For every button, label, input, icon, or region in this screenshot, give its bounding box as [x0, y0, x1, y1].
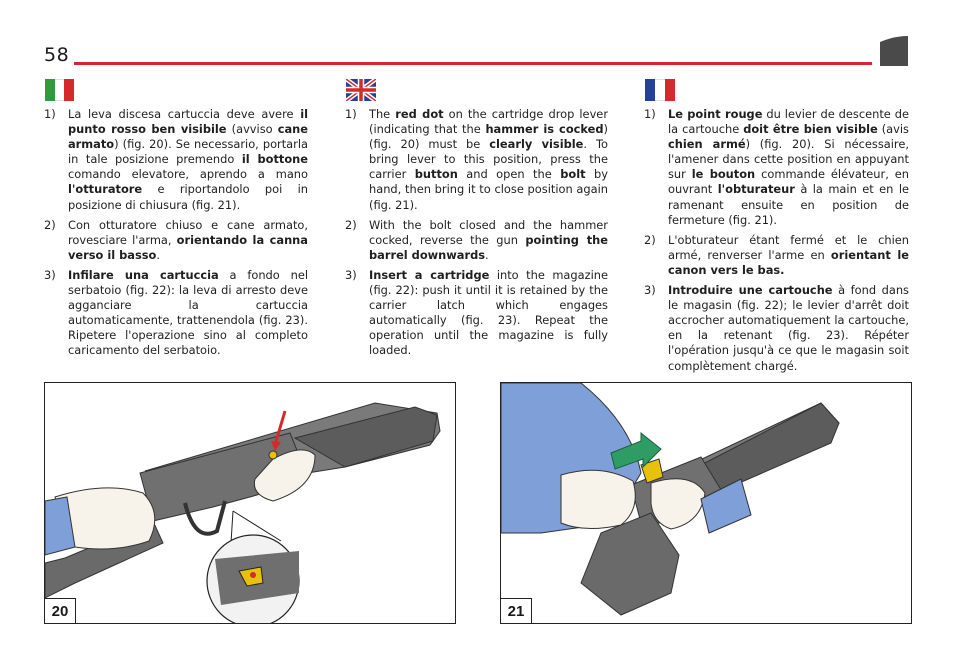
instruction-text: commande élévateur, en ouvrant [668, 167, 909, 197]
instruction-emphasis: il bottone [241, 152, 308, 167]
instruction-number: 3) [644, 283, 656, 298]
instruction-text: L'obturateur étant fermé et le chien armé, renverser l'arme en [668, 232, 909, 262]
instruction-text: a fondo nel serbatoio (fig. 22): la leva di arresto deve agganciare la cartuccia automaticamente, trattenendola (fig. 23). Ripetere l'operazione sino al completo caricamento del serbatoio. [68, 267, 308, 358]
instruction-text: With the bolt closed and the hammer cocked, reverse the gun [369, 217, 608, 247]
gun-forend [701, 403, 839, 491]
instruction-number: 3) [44, 267, 56, 282]
french-flag-icon [645, 79, 675, 101]
red-dot-marker [269, 451, 277, 459]
instruction-number: 2) [44, 217, 56, 232]
instruction-number: 3) [345, 267, 357, 282]
instruction-number: 2) [345, 217, 357, 232]
instruction-emphasis: l'otturatore [68, 182, 143, 197]
instruction-emphasis: red dot [395, 107, 444, 121]
left-hand [561, 470, 635, 528]
instruction-text: Con otturatore chiuso e cane armato, rovesciare l'arma, [68, 217, 308, 247]
instruction-item [644, 107, 909, 228]
instruction-text: ) (fig. 20) must be [369, 122, 608, 152]
figure-label: 21 [501, 598, 532, 623]
instruction-text: La leva discesa cartuccia deve avere [68, 107, 301, 121]
instruction-text: comando elevatore, aprendo a mano [68, 167, 308, 182]
instruction-text: . [156, 247, 160, 262]
italian-flag-icon [45, 79, 74, 101]
instruction-emphasis: clearly visible [489, 137, 584, 152]
instruction-number: 1) [345, 107, 357, 121]
instruction-text: du levier de descente de la cartouche [668, 107, 909, 137]
instruction-number: 2) [644, 232, 656, 247]
english-instructions [345, 107, 608, 364]
instruction-emphasis: pointing the barrel downwards [369, 232, 608, 262]
instruction-emphasis: bolt [560, 167, 586, 182]
instruction-text: The [369, 107, 396, 121]
instruction-text: . To bring lever to this position, press the carrier [369, 137, 608, 182]
instruction-emphasis: l'obturateur [717, 182, 795, 197]
instruction-text: (avviso [226, 122, 278, 137]
instruction-text: ) (fig. 20). Se necessario, portarla in tale posizione premendo [68, 137, 308, 167]
french-instructions [644, 107, 909, 379]
shotgun-open-bolt-illustration [501, 383, 911, 623]
instruction-text: . [485, 247, 489, 262]
instruction-emphasis: le bouton [691, 167, 756, 182]
instruction-number: 1) [644, 107, 656, 121]
instruction-item [644, 233, 909, 278]
instruction-text: ) (fig. 20). Si nécessaire, l'amener dans cette position en appuyant sur [668, 137, 909, 182]
instruction-text: (avis [877, 122, 909, 137]
header-rule [74, 62, 872, 65]
instruction-emphasis: chien armé [668, 137, 746, 152]
instruction-text: à fond dans le magasin (fig. 22); le levier d'arrêt doit accrocher automatiquement la cartouche, en la retenant (fig. 23). Répéter l'opération jusqu'à ce que le magasin soit complètement chargé. [668, 283, 909, 373]
instruction-text: e riportandolo poi in posizione di chiusura (fig. 21). [68, 182, 308, 212]
instruction-item [644, 283, 909, 374]
instruction-emphasis: hammer is cocked [485, 122, 604, 137]
instruction-emphasis: Infilare una cartuccia [68, 267, 219, 282]
instruction-emphasis: Le point rouge [668, 107, 763, 121]
corner-tab-icon [880, 36, 908, 66]
instruction-text: à la main et en le ramenant ensuite en position de fermeture (fig. 21). [668, 182, 910, 227]
right-hand [651, 479, 705, 529]
instruction-emphasis: cane armato [68, 122, 309, 152]
figure-20 [44, 382, 456, 624]
instruction-emphasis: il punto rosso ben visibile [68, 107, 308, 137]
instruction-number: 1) [44, 107, 56, 121]
figure-label: 20 [45, 598, 76, 623]
instruction-item [345, 218, 608, 263]
instruction-item [345, 268, 608, 359]
instruction-item [345, 107, 608, 213]
figure-21 [500, 382, 912, 624]
instruction-text: by hand, then bring it to close position again (fig. 21). [369, 167, 608, 212]
instruction-text: on the cartridge drop lever (indicating that the [369, 107, 609, 137]
instruction-item [44, 268, 308, 359]
instruction-item [44, 107, 308, 213]
instruction-emphasis: doit être bien visible [743, 122, 878, 137]
shotgun-red-dot-illustration [45, 383, 455, 623]
instruction-text: and open the [457, 167, 561, 182]
instruction-text: into the magazine (fig. 22): push it until it is retained by the carrier latch which engages automatically (fig. 23). Repeat the operation until the magazine is fully loaded. [369, 267, 608, 358]
instruction-item [44, 218, 308, 263]
italian-instructions [44, 107, 308, 364]
instruction-emphasis: Introduire une cartouche [668, 283, 833, 298]
instruction-emphasis: button [414, 167, 458, 182]
instruction-emphasis: Insert a cartridge [369, 267, 490, 282]
instruction-emphasis: orientando la canna verso il basso [68, 232, 308, 262]
instruction-emphasis: orientant le canon vers le bas. [668, 247, 909, 277]
uk-flag-icon [346, 79, 376, 101]
page-number: 58 [44, 44, 70, 66]
